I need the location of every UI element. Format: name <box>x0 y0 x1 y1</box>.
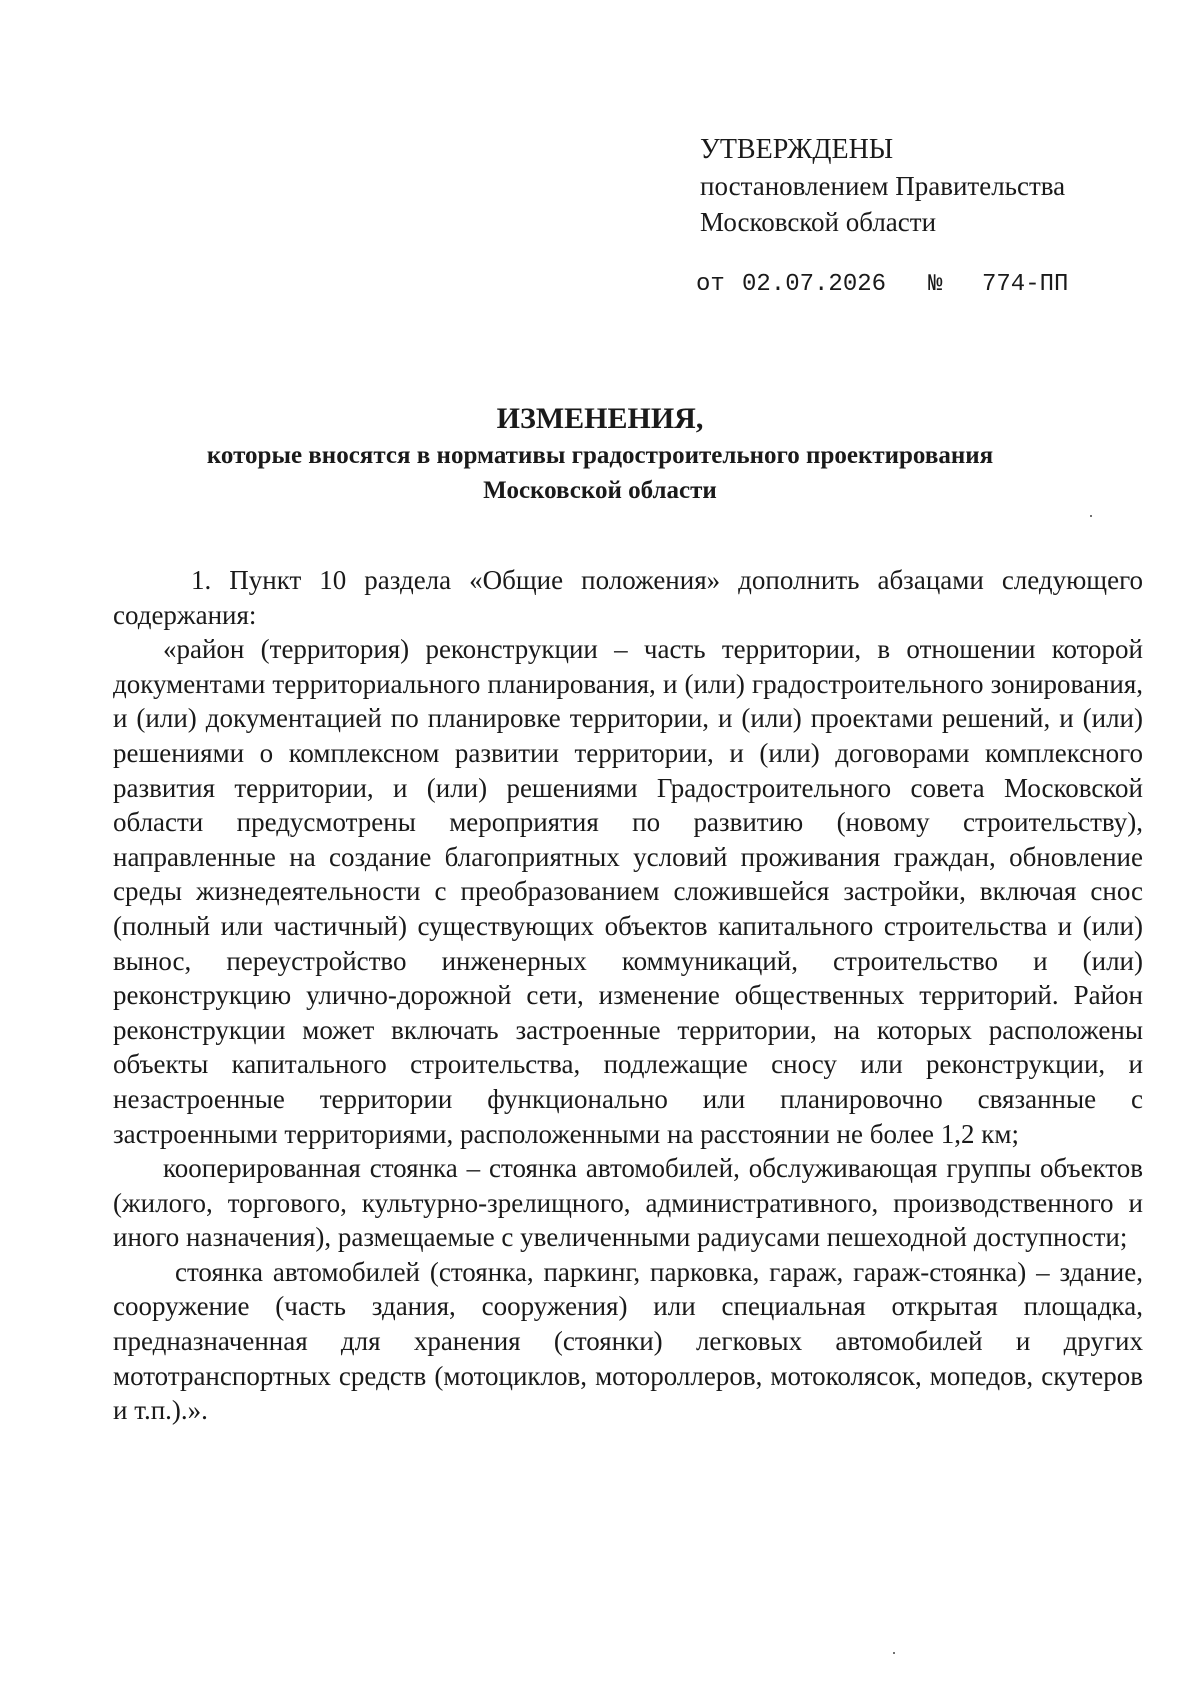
approval-heading: УТВЕРЖДЕНЫ <box>700 134 894 165</box>
paragraph-item-1: 1. Пункт 10 раздела «Общие положения» дополнить абзацами следующего содержания: <box>113 565 1143 630</box>
document-title <box>0 400 1200 508</box>
approval-line-1: постановлением Правительства <box>700 171 1066 201</box>
scan-speck <box>893 1652 895 1654</box>
document-body <box>113 563 1143 1428</box>
paragraph-definition-cooperative-parking: кооперированная стоянка – стоянка автомобилей, обслуживающая группы объектов (жилого, торгового, культурно-зрелищного, административного, производственного и иного назначения), размещаемые с увеличенными радиусами пешеходной доступности; <box>113 1153 1143 1253</box>
paragraph-definition-parking: стоянка автомобилей (стоянка, паркинг, парковка, гараж, гараж-стоянка) – здание, сооружение (часть здания, сооружения) или специальная открытая площадка, предназначенная для хранения (стоянки) легковых автомобилей и других мототранспортных средств (мотоциклов, мотороллеров, мотоколясок, мопедов, скутеров и т.п.).». <box>113 1256 1143 1426</box>
title-subtitle-line-1: которые вносятся в нормативы градостроительного проектирования <box>206 442 994 469</box>
approval-line-2: Московской области <box>700 207 937 237</box>
title-subtitle-line-2: Московской области <box>483 477 717 504</box>
scan-speck <box>1090 515 1092 517</box>
approval-block <box>700 132 1065 240</box>
registration-from-label: от <box>696 271 725 298</box>
paragraph-definition-reconstruction: «район (территория) реконструкции – часть территории, в отношении которой документами территориального планирования, и (или) градостроительного зонирования, и (или) документацией по планировке территории, и (или) проектами решений, и (или) решениями о комплексном развитии территории, и (или) договорами комплексного развития территории, и (или) решениями Градостроительного совета Московской области предусмотрены мероприятия по развитию (новому строительству), направленные на создание благоприятных условий проживания граждан, обновление среды жизнедеятельности с преобразованием сложившейся застройки, включая снос (полный или частичный) существующих объектов капитального строительства и (или) вынос, переустройство инженерных коммуникаций, строительство и (или) реконструкцию улично-дорожной сети, изменение общественных территорий. Район реконструкции может включать застроенные территории, на которых расположены объекты капитального строительства, подлежащие сносу или реконструкции, и незастроенные территории функционально или планировочно связанные с застроенными территориями, расположенными на расстоянии не более 1,2 км; <box>113 634 1143 1149</box>
registration-number: 774-ПП <box>982 271 1069 298</box>
title-main: ИЗМЕНЕНИЯ, <box>496 402 704 435</box>
registration-number-label: № <box>928 271 943 298</box>
registration-date: 02.07.2026 <box>742 271 887 298</box>
